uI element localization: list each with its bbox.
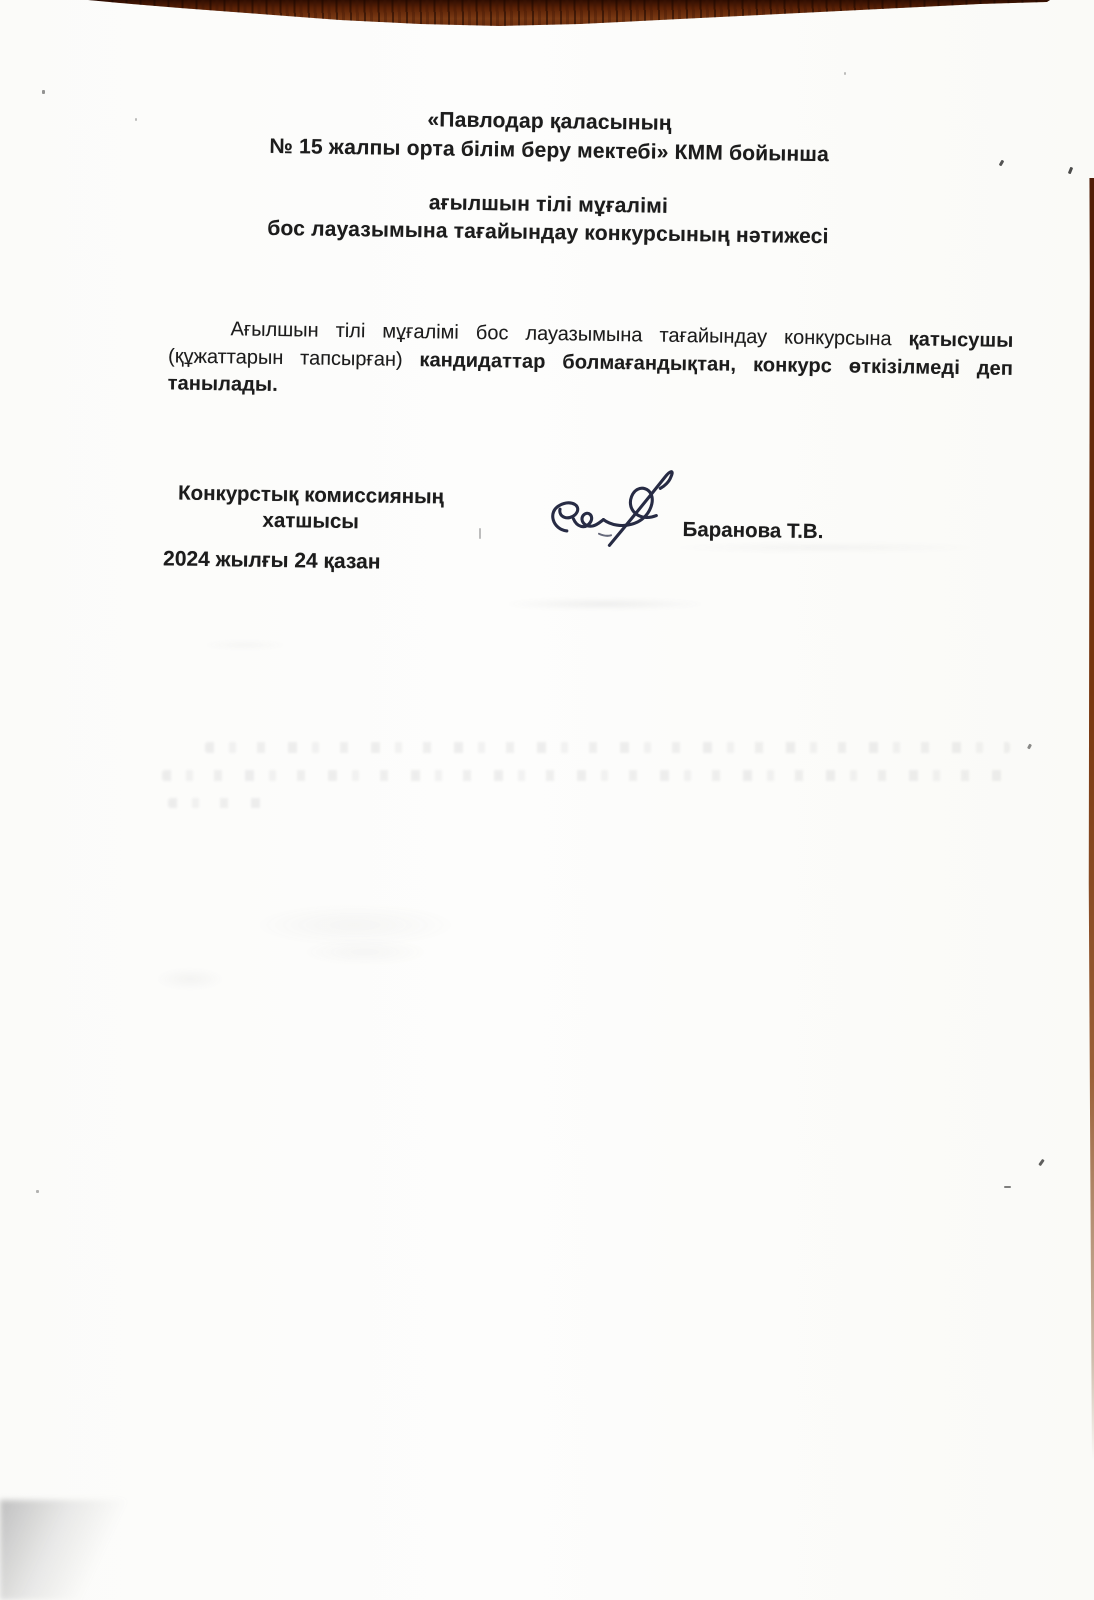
organization-line-2: № 15 жалпы орта білім беру мектебі» КММ бойынша bbox=[269, 134, 830, 167]
dust-speck bbox=[42, 90, 45, 94]
scan-smudge bbox=[155, 968, 225, 990]
dust-speck bbox=[479, 528, 481, 539]
signatory-role-line-2: хатшысы bbox=[262, 508, 360, 534]
signatory-role bbox=[165, 480, 458, 536]
ink-bleedthrough-artifact bbox=[205, 742, 1010, 753]
body-paragraph bbox=[168, 315, 1014, 410]
organization-line-1: «Павлодар қаласының bbox=[427, 108, 672, 135]
paragraph-text-bold: танылады. bbox=[167, 372, 279, 397]
title-line-2: бос лауазымына тағайындау конкурсының нәтижесі bbox=[267, 216, 829, 249]
handwritten-signature-icon bbox=[540, 456, 693, 557]
dust-speck bbox=[1004, 1186, 1011, 1188]
paragraph-text-bold: қатысушы bbox=[908, 328, 1014, 352]
scan-smudge bbox=[300, 938, 430, 966]
dust-speck bbox=[844, 72, 846, 75]
document-title bbox=[1, 183, 1094, 255]
scan-smudge bbox=[500, 598, 710, 610]
document-header bbox=[2, 99, 1094, 173]
dust-speck bbox=[135, 118, 137, 121]
paragraph-text-bold: кандидаттар болмағандықтан, конкурс өткізілмеді деп bbox=[419, 348, 1014, 380]
scan-smudge bbox=[660, 543, 990, 552]
document-date: 2024 жылғы 24 қазан bbox=[162, 547, 381, 574]
signatory-role-line-1: Конкурстық комиссияның bbox=[177, 481, 445, 509]
signer-name: Баранова Т.В. bbox=[682, 518, 824, 544]
paragraph-text-normal: (құжаттарын тапсырған) bbox=[167, 344, 420, 371]
ink-bleedthrough-artifact bbox=[168, 798, 263, 808]
ink-bleedthrough-artifact bbox=[162, 770, 1012, 781]
title-line-1: ағылшын тілі мұғалімі bbox=[428, 191, 669, 218]
paragraph-text-normal: Ағылшын тілі мұғалімі бос лауазымына тағайындау конкурсына bbox=[230, 318, 909, 351]
dust-speck bbox=[36, 1190, 39, 1193]
scan-smudge bbox=[200, 640, 290, 650]
